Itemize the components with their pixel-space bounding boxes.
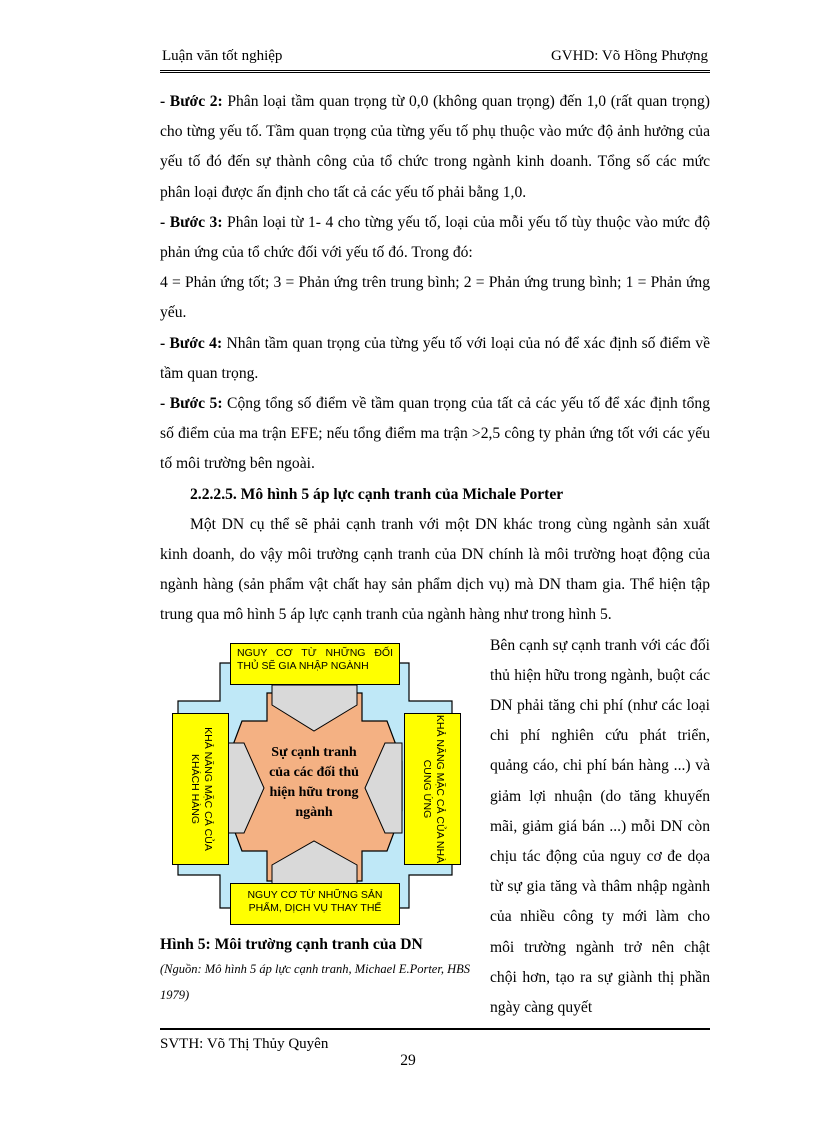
side-text: Bên cạnh sự cạnh tranh với các đối thủ hiện hữu trong ngành, buột các DN phải tăng chi phí (như các loại chi phí nghiên cứu phát triển, quảng cáo, chi phí bán hàng ...) và giảm lợi nhuận (do tăng khuyến mãi, giảm giá bán ...) mỗi DN còn chịu tác động của nguy cơ đe dọa từ sự gia tăng và thâm nhập ngành của nhiều công ty mới làm cho môi trường ngành trở nên chật chội hơn, tạo ra sự giành thị phần ngày càng quyết bbox=[490, 636, 710, 1017]
header-advisor: GVHD: Võ Hồng Phượng bbox=[550, 48, 708, 64]
side-paragraph bbox=[490, 631, 710, 1024]
footer-rule bbox=[160, 1028, 710, 1030]
figure-source: (Nguồn: Mô hình 5 áp lực cạnh tranh, Michael E.Porter, HBS 1979) bbox=[160, 961, 470, 1002]
step3-label: - Bước 3: bbox=[160, 213, 223, 231]
buyer-power-box bbox=[172, 713, 229, 865]
step2-text: Phân loại tầm quan trọng từ 0,0 (không quan trọng) đến 1,0 (rất quan trọng) cho từng yếu tố. Tầm quan trọng của từng yếu tố phụ thuộc vào mức độ ảnh hưởng của yếu tố đó đến sự thành công của tổ chức trong ngành kinh doanh. Tổng số các mức phân loại được ấn định cho tất cả các yếu tố phải bằng 1,0. bbox=[160, 93, 710, 201]
step4-paragraph bbox=[160, 329, 710, 389]
step3-text: Phân loại từ 1- 4 cho từng yếu tố, loại của mỗi yếu tố tùy thuộc vào mức độ phản ứng của tổ chức đối với yếu tố đó. Trong đó: bbox=[160, 213, 710, 262]
step5-label: - Bước 5: bbox=[160, 395, 223, 413]
scale-paragraph: 4 = Phản ứng tốt; 3 = Phản ứng trên trung bình; 2 = Phản ứng trung bình; 1 = Phản ứng yếu. bbox=[160, 274, 710, 322]
section-title: 2.2.2.5. Mô hình 5 áp lực cạnh tranh của Michale Porter bbox=[190, 485, 564, 503]
header-thesis-title: Luận văn tốt nghiệp bbox=[162, 48, 283, 64]
step5-text: Cộng tổng số điểm về tầm quan trọng của tất cả các yếu tố để xác định tổng số điểm của ma trận EFE; nếu tổng điểm ma trận >2,5 công ty phản ứng tốt với các yếu tố môi trường bên ngoài. bbox=[160, 395, 710, 473]
rivalry-label: Sự cạnh tranh của các đối thủ hiện hữu trong ngành bbox=[269, 744, 359, 820]
step5-paragraph bbox=[160, 389, 710, 480]
page-body bbox=[160, 87, 710, 1021]
intro-paragraph: Một DN cụ thể sẽ phải cạnh tranh với một DN khác trong cùng ngành sản xuất kinh doanh, do vậy môi trường cạnh tranh của DN chính là môi trường hoạt động của ngành hàng (sản phẩm vật chất hay sản phẩm dịch vụ) mà DN tham gia. Thể hiện tập trung qua mô hình 5 áp lực cạnh tranh của ngành hàng như trong hình 5. bbox=[160, 515, 710, 624]
buyer-power-label: KHẢ NĂNG MẶC CẢ CỦA KHÁCH HÀNG bbox=[188, 726, 214, 851]
page-header bbox=[160, 46, 710, 73]
step4-text: Nhân tầm quan trọng của từng yếu tố với loại của nó để xác định số điểm về tầm quan trọng. bbox=[160, 334, 711, 382]
footer-student: SVTH: Võ Thị Thủy Quyên bbox=[160, 1036, 329, 1052]
step4-label: - Bước 4: bbox=[160, 334, 223, 352]
supplier-power-label: KHẢ NĂNG MẶC CẢ CỦA NHÀ CUNG ỨNG bbox=[420, 714, 446, 863]
step3-paragraph bbox=[160, 208, 710, 268]
step2-label: - Bước 2: bbox=[160, 93, 223, 110]
page-number: 29 bbox=[400, 1052, 416, 1069]
supplier-power-box bbox=[404, 713, 461, 865]
substitutes-box: NGUY CƠ TỪ NHỮNG SẢN PHẨM, DỊCH VỤ THAY THẾ bbox=[230, 883, 400, 925]
new-entrants-box: NGUY CƠ TỪ NHỮNG ĐỐI THỦ SẼ GIA NHẬP NGÀNH bbox=[230, 643, 400, 685]
figure-caption: Hình 5: Môi trường cạnh tranh của DN bbox=[160, 935, 423, 953]
figure-row bbox=[160, 631, 710, 1021]
figure-5 bbox=[160, 643, 470, 1008]
step2-paragraph bbox=[160, 87, 710, 208]
five-forces-diagram bbox=[172, 643, 457, 928]
